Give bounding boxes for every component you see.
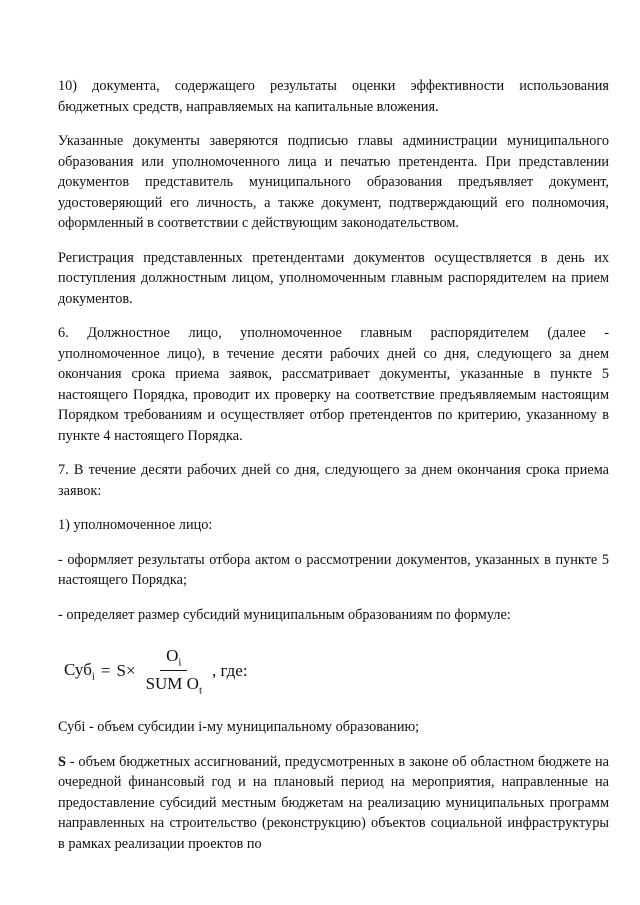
definition-subi: Субі - объем субсидии і-му муниципальному образованию;	[58, 719, 420, 735]
formula-fraction	[140, 646, 208, 697]
paragraph-item-10: 10) документа, содержащего результаты оценки эффективности использования бюджетных средств, направляемых на капитальные вложения.	[58, 78, 609, 115]
formula-lhs: Суб$_i$	[64, 659, 95, 683]
subsidy-formula	[64, 639, 609, 703]
paragraph-section-6: 6. Должностное лицо, уполномоченное главным распорядителем (далее - уполномоченное лицо), в течение десяти рабочих дней со дня, следующего за днем окончания срока приема заявок, рассматривает документы, указанные в пункте 5 настоящего Порядка, проводит их проверку на соответствие предъявляемым настоящим Порядком требованиям и осуществляет отбор претендентов по критерию, указанному в пункте 4 настоящего Порядка.	[58, 325, 609, 444]
formula-denominator: SUM $O_t$	[145, 674, 202, 697]
formula-suffix: , где:	[212, 661, 248, 680]
formula-equals: =	[100, 661, 111, 680]
definition-s-text: - объем бюджетных ассигнований, предусмотренных в законе об областном бюджете на очередной финансовый год и на плановый период на мероприятия, направленные на предоставление субсидий местным бюджетам на реализацию муниципальных программ направленных на строительство (реконструкцию) объектов социальной инфраструктуры в рамках реализации проектов по	[58, 753, 609, 852]
paragraph-registration: Регистрация представленных претендентами документов осуществляется в день их поступления должностным лицом, уполномоченным главным распорядителем на прием документов.	[58, 249, 609, 307]
paragraph-act-results: - оформляет результаты отбора актом о рассмотрении документов, указанных в пункте 5 настоящего Порядка;	[58, 551, 609, 588]
formula-numerator: $O_i$	[160, 646, 187, 671]
formula-times: ×	[125, 661, 136, 680]
paragraph-section-7: 7. В течение десяти рабочих дней со дня, следующего за днем окончания срока приема заявок:	[58, 462, 609, 499]
formula-s: S	[116, 661, 126, 680]
paragraph-subsidy-size: - определяет размер субсидий муниципальным образованиям по формуле:	[58, 606, 511, 623]
definition-s	[58, 752, 609, 855]
definition-s-symbol: S	[58, 753, 66, 770]
paragraph-authorized-person: 1) уполномоченное лицо:	[58, 517, 213, 533]
paragraph-certification: Указанные документы заверяются подписью главы администрации муниципального образования или уполномоченного лица и печатью претендента. При представлении документов представитель муниципального образования предъявляет документ, удостоверяющий его личность, а также документ, подтверждающий его полномочия, оформленный в соответствии с действующим законодательством.	[58, 133, 609, 231]
